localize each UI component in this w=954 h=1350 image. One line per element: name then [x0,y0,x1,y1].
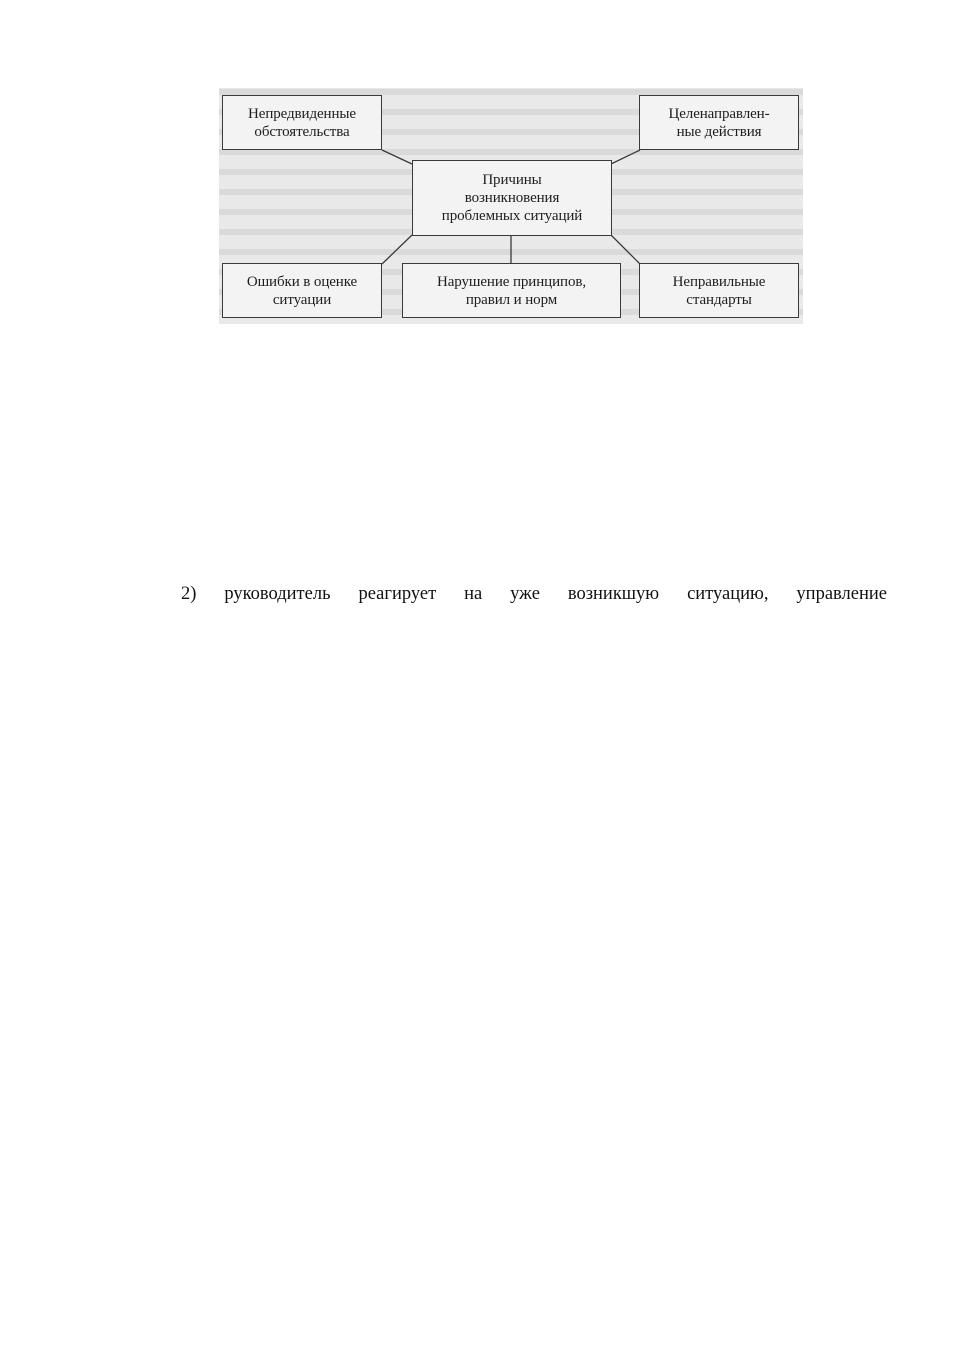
connector-top-left [382,150,412,164]
problem-causes-diagram [219,74,803,324]
body-paragraph: 2) руководитель реагирует на уже возникшую ситуацию, управление [181,584,887,604]
diagram-box-purposeful-actions: Целенаправлен- ные действия [639,95,799,150]
diagram-box-center-causes: Причины возникновения проблемных ситуаций [412,160,612,236]
connector-bottom-left [382,235,412,264]
connector-top-right [611,150,640,164]
diagram-box-violation-of-principles: Нарушение принципов, правил и норм [402,263,621,318]
diagram-box-wrong-standards: Неправильные стандарты [639,263,799,318]
diagram-box-assessment-errors: Ошибки в оценке ситуации [222,263,382,318]
diagram-box-unforeseen-circumstances: Непредвиденные обстоятельства [222,95,382,150]
connector-bottom-right [611,235,640,264]
